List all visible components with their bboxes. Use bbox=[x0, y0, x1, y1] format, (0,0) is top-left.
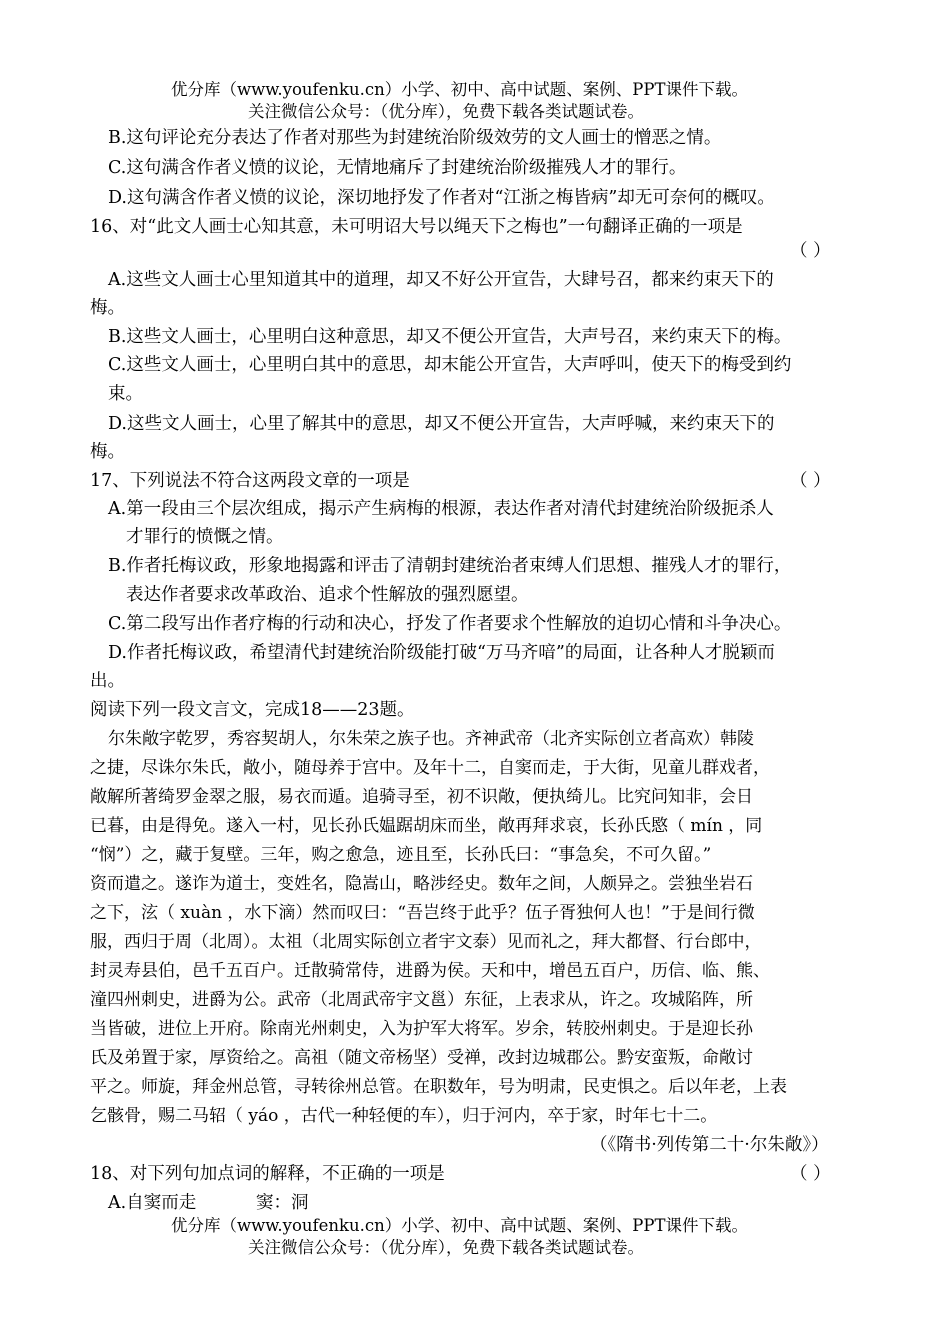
passage-intro: 阅读下列一段文言文，完成18——23题。 bbox=[90, 700, 415, 720]
q17-option-a: A.第一段由三个层次组成，揭示产生病梅的根源，表达作者对清代封建统治阶级扼杀人 bbox=[108, 499, 774, 519]
header-line-2: 关注微信公众号：（优分库），免费下载各类试题试卷。 bbox=[248, 102, 644, 121]
passage-line: 尔朱敞字乾罗，秀容契胡人，尔朱荣之族子也。齐神武帝（北齐实际创立者高欢）韩陵 bbox=[108, 729, 754, 749]
passage-line: 潼四州刺史，进爵为公。武帝（北周武帝宇文邕）东征，上表求从，许之。攻城陷阵，所 bbox=[90, 990, 753, 1010]
passage-line: 已暮，由是得免。遂入一村，见长孙氏媪踞胡床而坐，敞再拜求哀，长孙氏愍（ mín ，同 bbox=[90, 816, 763, 836]
passage-line: 当皆破，进位上开府。除南光州刺史，入为护军大将军。岁余，转胶州刺史。于是迎长孙 bbox=[90, 1019, 753, 1039]
q17-answer-paren: （ ） bbox=[790, 471, 831, 491]
q17-option-c: C.第二段写出作者疗梅的行动和决心，抒发了作者要求个性解放的迫切心情和斗争决心。 bbox=[108, 614, 792, 634]
q16-option-c: C.这些文人画士，心里明白其中的意思，却末能公开宣告，大声呼叫，使天下的梅受到约 bbox=[108, 355, 792, 375]
q18-answer-paren: （ ） bbox=[790, 1164, 831, 1184]
q16-option-a-cont: 梅。 bbox=[90, 298, 125, 318]
passage-line: 服，西归于周（北周）。太祖（北周实际创立者宇文泰）见而礼之，拜大都督、行台郎中， bbox=[90, 932, 762, 952]
passage-line: 敞解所著绮罗金翠之服，易衣而遁。追骑寻至，初不识敞，便执绮儿。比究问知非，会日 bbox=[90, 787, 753, 807]
passage-source: （《隋书·列传第二十·尔朱敞》） bbox=[590, 1135, 829, 1155]
passage-line: “悯”）之，藏于复壁。三年，购之愈急，迹且至，长孙氏曰：“事急矣，不可久留。” bbox=[90, 845, 712, 865]
q15-option-d: D.这句满含作者义愤的议论，深切地抒发了作者对“江浙之梅皆病”却无可奈何的概叹。 bbox=[108, 188, 775, 208]
passage-line: 之捷，尽诛尔朱氏，敞小，随母养于宫中。及年十二，自窦而走，于大街，见童儿群戏者， bbox=[90, 758, 770, 778]
passage-line: 资而遣之。遂诈为道士，变姓名，隐嵩山，略涉经史。数年之间，人颇异之。尝独坐岩石 bbox=[90, 874, 753, 894]
header-line-1: 优分库（www.youfenku.cn）小学、初中、高中试题、案例、PPT课件下载。 bbox=[171, 80, 748, 99]
q17-option-d: D.作者托梅议政，希望清代封建统治阶级能打破“万马齐喑”的局面，让各种人才脱颖而 bbox=[108, 643, 775, 663]
q16-option-b: B.这些文人画士，心里明白这种意思，却又不便公开宣告，大声号召，来约束天下的梅。 bbox=[108, 327, 792, 347]
q16-option-a: A.这些文人画士心里知道其中的道理，却又不好公开宣告，大肆号召，都来约束天下的 bbox=[108, 270, 774, 290]
q17-option-b-cont: 表达作者要求改革政治、追求个性解放的强烈愿望。 bbox=[126, 585, 529, 605]
q15-option-c: C.这句满含作者义愤的议论，无情地痛斥了封建统治阶级摧残人才的罪行。 bbox=[108, 158, 687, 178]
q18-option-a-gloss: 窦：洞 bbox=[256, 1193, 309, 1213]
q18-option-a-phrase: A.自窦而走 bbox=[108, 1193, 197, 1213]
q17-option-b: B.作者托梅议政，形象地揭露和评击了清朝封建统治者束缚人们思想、摧残人才的罪行， bbox=[108, 556, 792, 576]
q16-option-c-cont: 束。 bbox=[108, 384, 143, 404]
q16-option-d-cont: 梅。 bbox=[90, 442, 125, 462]
passage-line: 之下，泫（ xuàn ，水下滴）然而叹曰：“吾岂终于此乎？伍子胥独何人也！”于是间行微 bbox=[90, 903, 755, 923]
passage-line: 氏及弟置于家，厚资给之。高祖（随文帝杨坚）受禅，改封边城郡公。黔安蛮叛，命敞讨 bbox=[90, 1048, 753, 1068]
q15-option-b: B.这句评论充分表达了作者对那些为封建统治阶级效劳的文人画士的憎恶之情。 bbox=[108, 128, 722, 148]
q16-stem: 16、对“此文人画士心知其意，未可明诏大号以绳天下之梅也”一句翻译正确的一项是 bbox=[90, 217, 743, 237]
q17-stem: 17、下列说法不符合这两段文章的一项是 bbox=[90, 471, 410, 491]
footer-line-1: 优分库（www.youfenku.cn）小学、初中、高中试题、案例、PPT课件下载。 bbox=[171, 1216, 748, 1235]
q17-option-d-cont: 出。 bbox=[90, 671, 125, 691]
q18-stem: 18、对下列句加点词的解释，不正确的一项是 bbox=[90, 1164, 445, 1184]
q16-option-d: D.这些文人画士，心里了解其中的意思，却又不便公开宣告，大声呼喊，来约束天下的 bbox=[108, 414, 775, 434]
footer-line-2: 关注微信公众号：（优分库），免费下载各类试题试卷。 bbox=[248, 1238, 644, 1257]
q16-answer-paren: （ ） bbox=[790, 241, 831, 261]
q17-option-a-cont: 才罪行的愤慨之情。 bbox=[126, 527, 284, 547]
passage-line: 乞骸骨，赐二马轺（ yáo ，古代一种轻便的车），归于河内，卒于家，时年七十二。 bbox=[90, 1106, 718, 1126]
passage-line: 封灵寿县伯，邑千五百户。迁散骑常侍，进爵为侯。天和中，增邑五百户，历信、临、熊、 bbox=[90, 961, 770, 981]
passage-line: 平之。师旋，拜金州总管，寻转徐州总管。在职数年，号为明肃，民吏惧之。后以年老，上表 bbox=[90, 1077, 787, 1097]
